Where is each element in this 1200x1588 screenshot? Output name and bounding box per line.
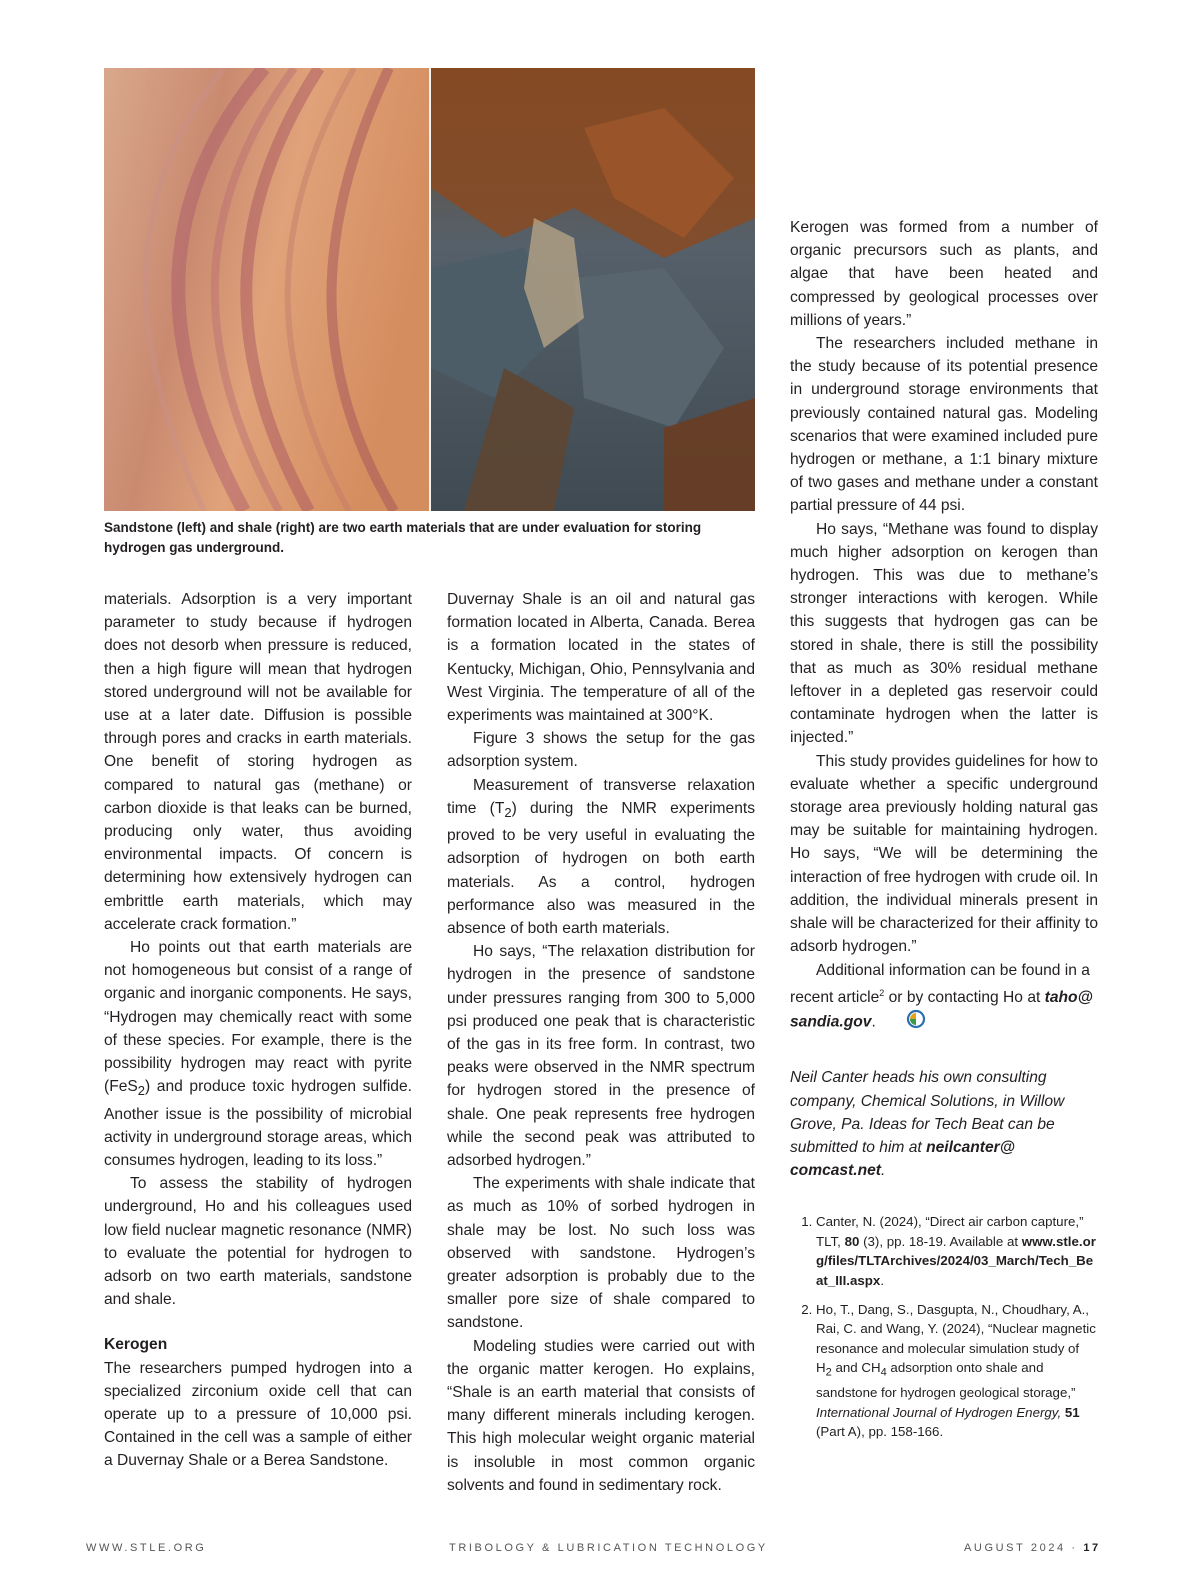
text-run: Measurement of transverse relaxation time (T [447, 776, 755, 817]
paragraph: To assess the stability of hydrogen underground, Ho and his colleagues used low field nuclear magnetic resonance (NMR) to evaluate the potential for hydrogen to adsorb on two earth materials, sandstone and shale. [104, 1175, 412, 1309]
text-run: Additional information can be found in a recent article [790, 961, 1090, 1006]
footer-website: WWW.STLE.ORG [86, 1542, 207, 1554]
journal-name: International Journal of Hydrogen Energy, [816, 1404, 1062, 1420]
text-run: and CH [831, 1360, 881, 1376]
subscript: 2 [137, 1083, 146, 1099]
paragraph: materials. Adsorption is a very important parameter to study because if hydrogen does not desorb when pressure is reduced, then a high figure will mean that hydrogen stored underground will not be available for use at a later date. Diffusion is possible through pores and cracks in earth materials. One benefit of storing hydrogen as compared to natural gas (methane) or carbon dioxide is that leaks can be burned, producing only water, thus avoiding environmental impacts. Of concern is determining how extensively hydrogen can embrittle earth materials, which may accelerate crack formation.” [104, 591, 412, 933]
column-3 [790, 216, 1098, 1451]
author-bio [790, 1066, 1098, 1182]
reference-item [816, 1212, 1098, 1290]
sandstone-half [104, 68, 429, 511]
paragraph: Figure 3 shows the setup for the gas adsorption system. [447, 730, 755, 771]
footer-date-page [964, 1542, 1101, 1554]
subscript: 2 [504, 804, 512, 820]
text-run: Neil Canter heads his own consulting company, Chemical Solutions, in Willow Grove, Pa. Ideas for Tech Beat can be submitted to him at [790, 1069, 1065, 1156]
paragraph: This study provides guidelines for how to evaluate whether a specific underground storage area previously holding natural gas may be suitable for maintaining hydrogen. Ho says, “We will be determining the interaction of free hydrogen with crude oil. In addition, the individual minerals present in shale will be characterized for their affinity to adsorb hydrogen.” [790, 752, 1098, 956]
text-run: (3), pp. 18-19. Available at [859, 1233, 1022, 1249]
volume-number: 51 [1064, 1404, 1080, 1420]
email-link[interactable]: taho@ sandia.gov [790, 988, 1093, 1031]
text-run: (Part A), pp. 158-166. [816, 1424, 944, 1440]
page-number: 17 [1083, 1542, 1101, 1554]
paragraph: The researchers pumped hydrogen into a specialized zirconium oxide cell that can operate up to a pressure of 10,000 psi. Contained in the cell was a sample of either a Duvernay Shale or a Berea Sandstone. [104, 1359, 412, 1470]
footer-separator: · [1071, 1542, 1078, 1554]
text-run: ) during the NMR experiments proved to be very useful in evaluating the adsorption of hydrogen on both earth materials. As a control, hydrogen performance also was measured in the absence of both earth materials. [447, 799, 756, 937]
photo-svg [104, 68, 755, 511]
figure-caption: Sandstone (left) and shale (right) are two earth materials that are under evaluation for storing hydrogen gas underground. [104, 520, 702, 555]
sandstone-shale-photo [104, 68, 755, 511]
superscript: 2 [879, 987, 885, 998]
paragraph [104, 936, 412, 1172]
subscript: 2 [825, 1366, 832, 1379]
paragraph: The experiments with shale indicate that as much as 10% of sorbed hydrogen in shale may be lost. No such loss was observed with sandstone. Hydrogen’s greater adsorption is probably due to the smaller pore size of shale compared to sandstone. [447, 1175, 755, 1332]
reference-link[interactable]: www.stle.org/files/TLTArchives/2024/03_March/Tech_Beat_III.aspx [816, 1233, 1096, 1288]
column-1 [104, 588, 412, 1473]
text-run: . [871, 1013, 876, 1031]
photo-divider [429, 68, 431, 511]
text-run: Canter, N. (2024), “Direct air carbon capture,” TLT, [816, 1214, 1084, 1249]
column-2 [447, 588, 755, 1497]
paragraph: Ho says, “The relaxation distribution for hydrogen in the presence of sandstone under pressures ranging from 300 to 5,000 psi produced one peak that is characteristic of the gas in its free form. In contrast, two peaks were observed in the NMR spectrum for hydrogen stored in the presence of shale. One peak represents free hydrogen while the second peak was attributed to adsorbed hydrogen.” [447, 943, 755, 1169]
stle-logo-icon [880, 1009, 926, 1036]
email-link[interactable]: neilcanter@ comcast.net [790, 1138, 1015, 1180]
footer-publication: TRIBOLOGY & LUBRICATION TECHNOLOGY [449, 1542, 768, 1554]
paragraph: Kerogen was formed from a number of organic precursors such as plants, and algae that have been heated and compressed by geological processes over millions of years.” [790, 219, 1098, 329]
paragraph: Ho says, “Methane was found to display much higher adsorption on kerogen than hydrogen. This was due to methane’s stronger interactions with kerogen. While this suggests that hydrogen gas can be stored in shale, there is still the possibility that as much as 30% residual methane leftover in a depleted gas reservoir could contaminate hydrogen when the latter is injected.” [790, 520, 1098, 747]
text-run: . [881, 1162, 886, 1180]
text-run: Ho points out that earth materials are not homogeneous but consist of a range of organic and inorganic components. He says, “Hydrogen may chemically react with some of these species. For example, there is the possibility hydrogen may react with pyrite (FeS [104, 939, 412, 1096]
section-heading: Kerogen [104, 1336, 168, 1354]
paragraph: Duvernay Shale is an oil and natural gas formation located in Alberta, Canada. Berea is a formation located in the states of Kentucky, Michigan, Ohio, Pennsylvania and West Virginia. The temperature of all of the experiments was maintained at 300°K. [447, 591, 755, 725]
paragraph: Modeling studies were carried out with the organic matter kerogen. Ho explains, “Shale is an earth material that consists of many different minerals including kerogen. This high molecular weight organic material is insoluble in most common organic solvents and found in sedimentary rock. [447, 1337, 755, 1494]
reference-item [816, 1300, 1098, 1442]
subscript: 4 [880, 1366, 887, 1379]
text-run: ) and produce toxic hydrogen sulfide. Another issue is the possibility of microbial activity in underground storage areas, which consumes hydrogen, leading to its loss.” [104, 1078, 412, 1169]
text-run: . [880, 1272, 885, 1288]
paragraph: The researchers included methane in the study because of its potential presence in underground storage environments that previously contained natural gas. Modeling scenarios that were examined included pure hydrogen or methane, a 1:1 binary mixture of two gases and methane under a constant partial pressure of 44 psi. [790, 335, 1098, 515]
text-run: or by contacting Ho at [884, 988, 1045, 1006]
volume-number: 80 [844, 1233, 860, 1249]
references-list [790, 1212, 1098, 1441]
paragraph [790, 959, 1098, 1037]
text-run: Ho, T., Dang, S., Dasgupta, N., Choudhary, A., Rai, C. and Wang, Y. (2024), “Nuclear magnetic resonance and molecular simulation study of H [816, 1301, 1096, 1376]
footer-date: AUGUST 2024 [964, 1542, 1066, 1554]
text-run: adsorption onto shale and sandstone for hydrogen geological storage,” [816, 1360, 1076, 1401]
paragraph [447, 774, 755, 941]
